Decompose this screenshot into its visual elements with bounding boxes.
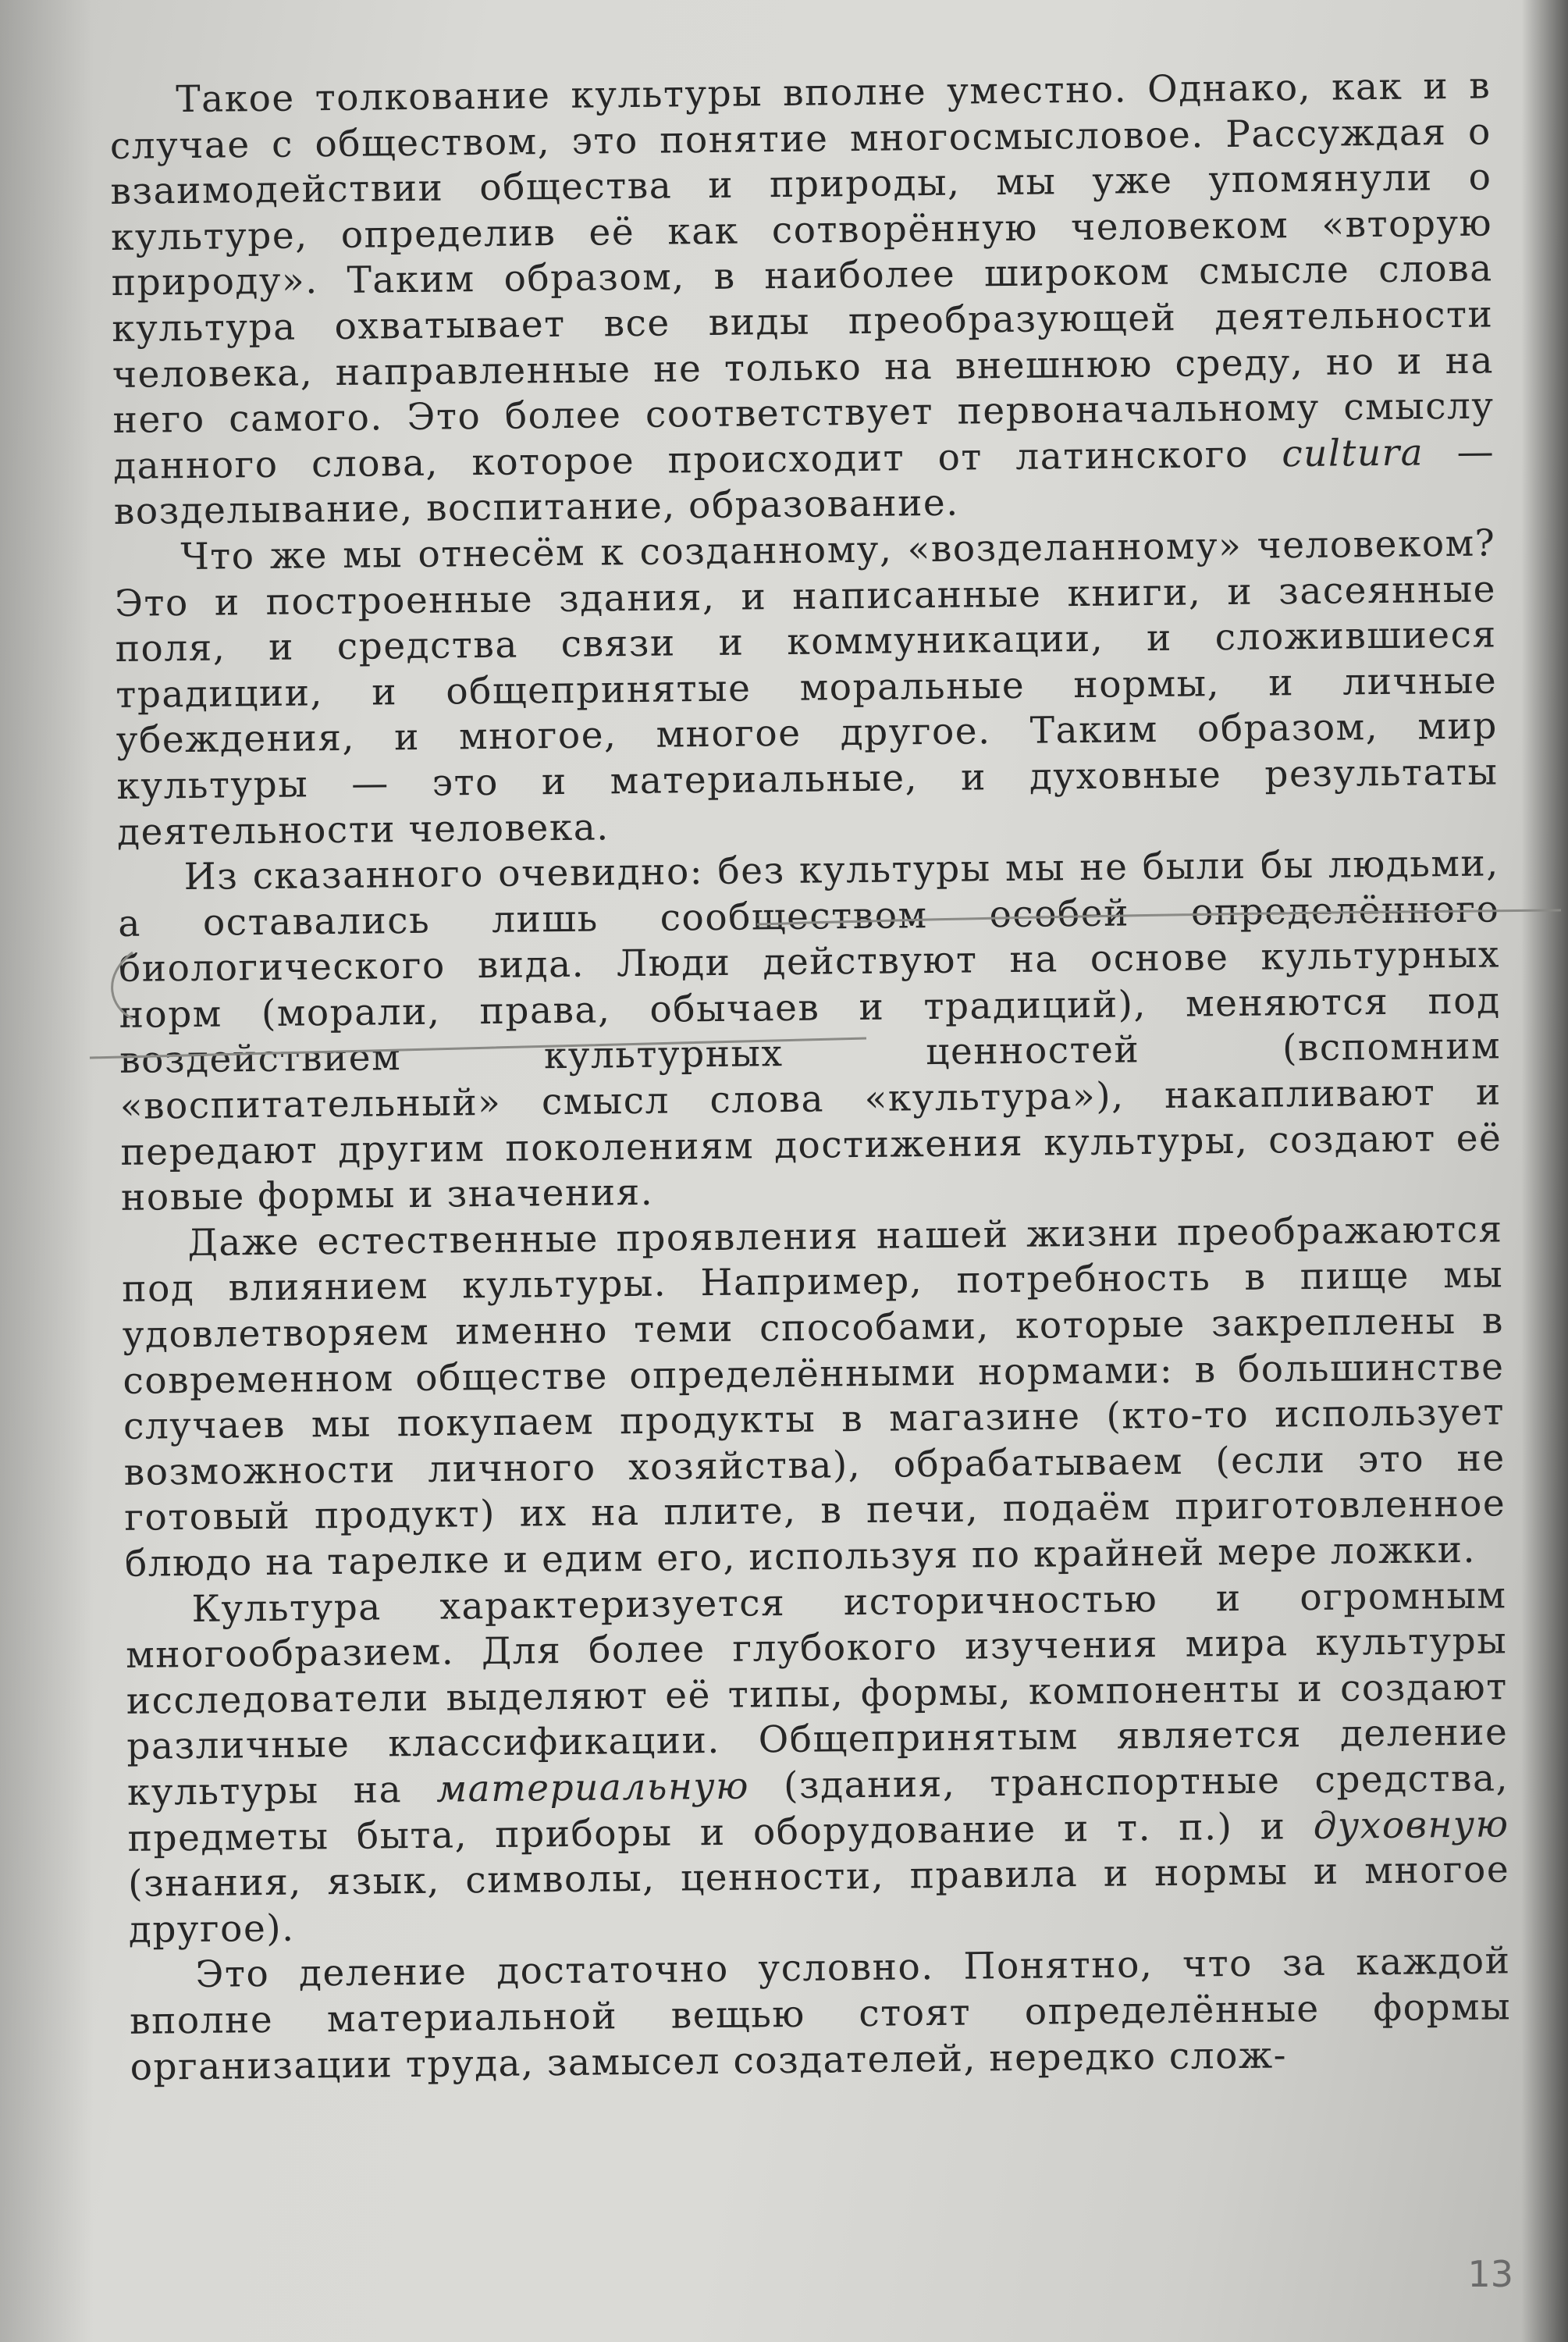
term-material: материальную <box>436 1764 750 1811</box>
paragraph-4: Даже естественные проявления нашей жизни преображаются под влиянием культуры. Например, потребность в пище мы удовлетворяем именно теми способами, которые закреплены в современном обществе определёнными нормами: в большинстве случаев мы покупаем продукты в магазине (кто-то использует возможности личного хозяйства), обрабатываем (если это не готовый продукт) их на плите, в печи, подаём приготовленное блюдо на тарелке и едим его, используя по крайней мере ложки. <box>121 1208 1506 1586</box>
page-shadow-right <box>1521 0 1568 2342</box>
term-spiritual: духовную <box>1313 1802 1509 1848</box>
page-shadow-left <box>0 0 94 2342</box>
paragraph-3: Из сказанного очевидно: без культуры мы не были бы людьми, а оставались лишь сообществом особей определённого биологического вида. Люди действуют на основе культурных норм (морали, права, обычаев и традиций), меняются под воздействием культурных ценностей (вспомним «воспитательный» смысл слова «культура»), накапливают и передают другим поколениям достижения культуры, создают её новые формы и значения. <box>118 842 1502 1220</box>
paragraph-1: Такое толкование культуры вполне уместно. Однако, как и в случае с обществом, это понятие многосмысловое. Рассуждая о взаимодействии общества и природы, мы уже упомянули о культуре, определив её как сотворённую человеком «вторую природу». Таким образом, в наиболее широком смысле слова культура охватывает все виды преобразующей деятельности человека, направленные не только на внешнюю среду, но и на него самого. Это более соответствует первоначальному смыслу данного слова, которое происходит от латинского cultura — возделывание, воспитание, образование. <box>109 64 1495 534</box>
latin-term: cultura <box>1282 431 1424 476</box>
paragraph-5: Культура характеризуется историчностью и огромным многообразием. Для более глубокого изучения мира культуры исследователи выделяют её типы, формы, компоненты и создают различные классификации. Общепринятым является деление культуры на материальную (здания, транспортные средства, предметы быта, приборы и оборудование и т. п.) и духовную (знания, язык, символы, ценности, правила и нормы и многое другое). <box>125 1573 1510 1952</box>
paragraph-2: Что же мы отнесём к созданному, «возделанному» человеком? Это и построенные здания, и написанные книги, и засеянные поля, и средства связи и коммуникации, и сложившиеся традиции, и общепринятые моральные нормы, и личные убеждения, и многое, многое другое. Таким образом, мир культуры — это и материальные, и духовные результаты деятельности человека. <box>114 521 1499 854</box>
page-number: 13 <box>1467 2253 1513 2295</box>
body-text <box>109 63 1512 2091</box>
paragraph-6: Это деление достаточно условно. Понятно, что за каждой вполне материальной вещью стоят определённые формы организации труда, замысел создателей, нередко слож- <box>129 1939 1512 2089</box>
